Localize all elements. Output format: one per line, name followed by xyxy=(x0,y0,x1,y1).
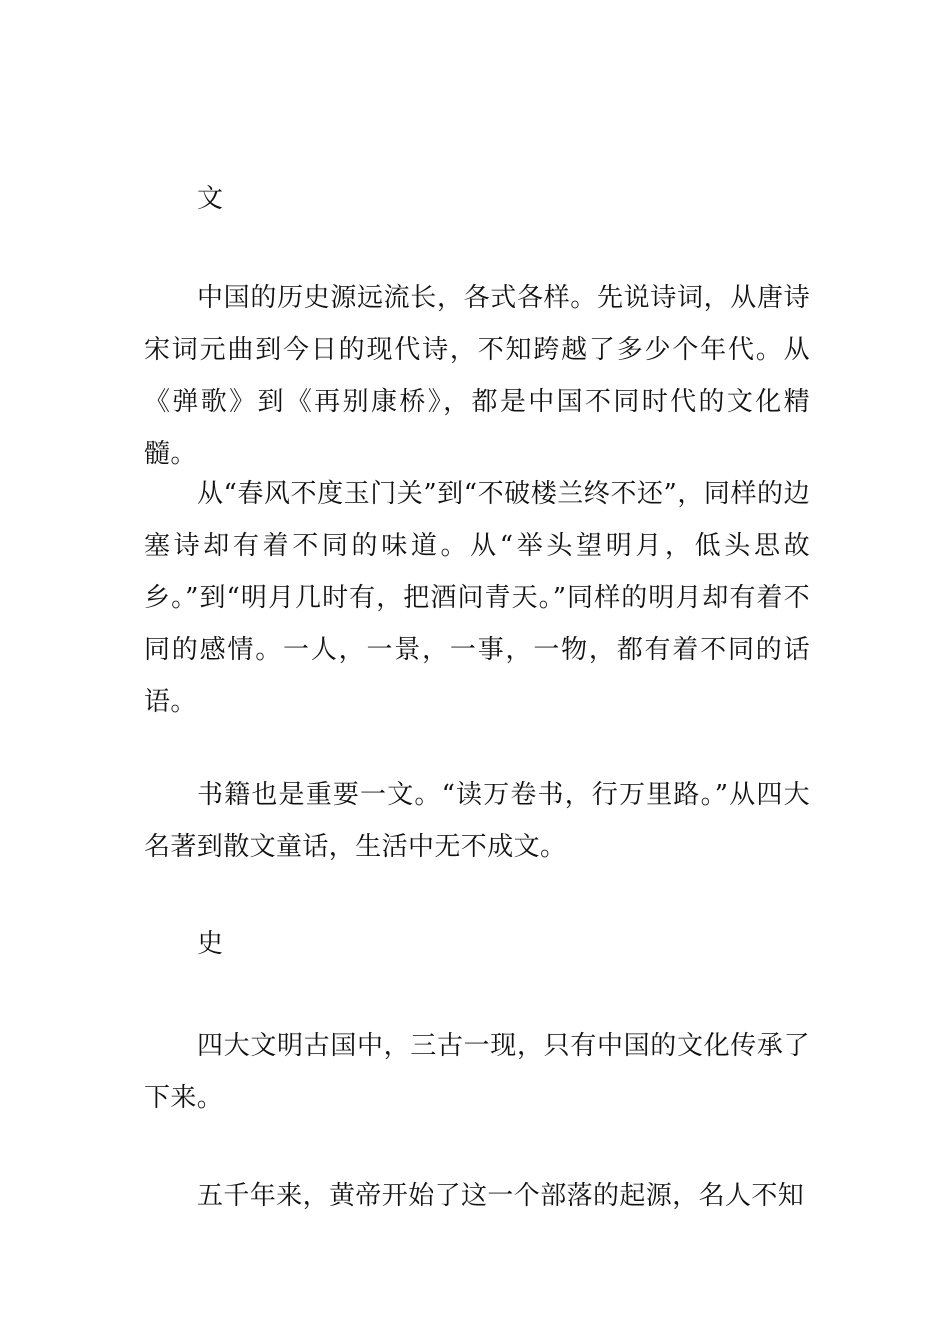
section-heading-wen: 文 xyxy=(197,184,224,214)
section-heading-shi: 史 xyxy=(197,929,224,959)
paragraph-books: 书籍也是重要一文。“读万卷书，行万里路。”从四大名著到散文童话，生活中无不成文。 xyxy=(144,780,810,862)
paragraph-five-thousand-years: 五千年来，黄帝开始了这一个部落的起源，名人不知 xyxy=(197,1181,805,1211)
paragraph-civilizations: 四大文明古国中，三古一现，只有中国的文化传承了下来。 xyxy=(144,1031,810,1113)
paragraph-poetry-history: 中国的历史源远流长，各式各样。先说诗词，从唐诗宋词元曲到今日的现代诗，不知跨越了多少个年代。从《弹歌》到《再别康桥》，都是中国不同时代的文化精髓。 xyxy=(144,283,810,469)
paragraph-frontier-poems: 从“春风不度玉门关”到“不破楼兰终不还”，同样的边塞诗却有着不同的味道。从“举头望明月，低头思故乡。”到“明月几时有，把酒问青天。”同样的明月却有着不同的感情。一人，一景，一事，一物，都有着不同的话语。 xyxy=(144,479,810,717)
